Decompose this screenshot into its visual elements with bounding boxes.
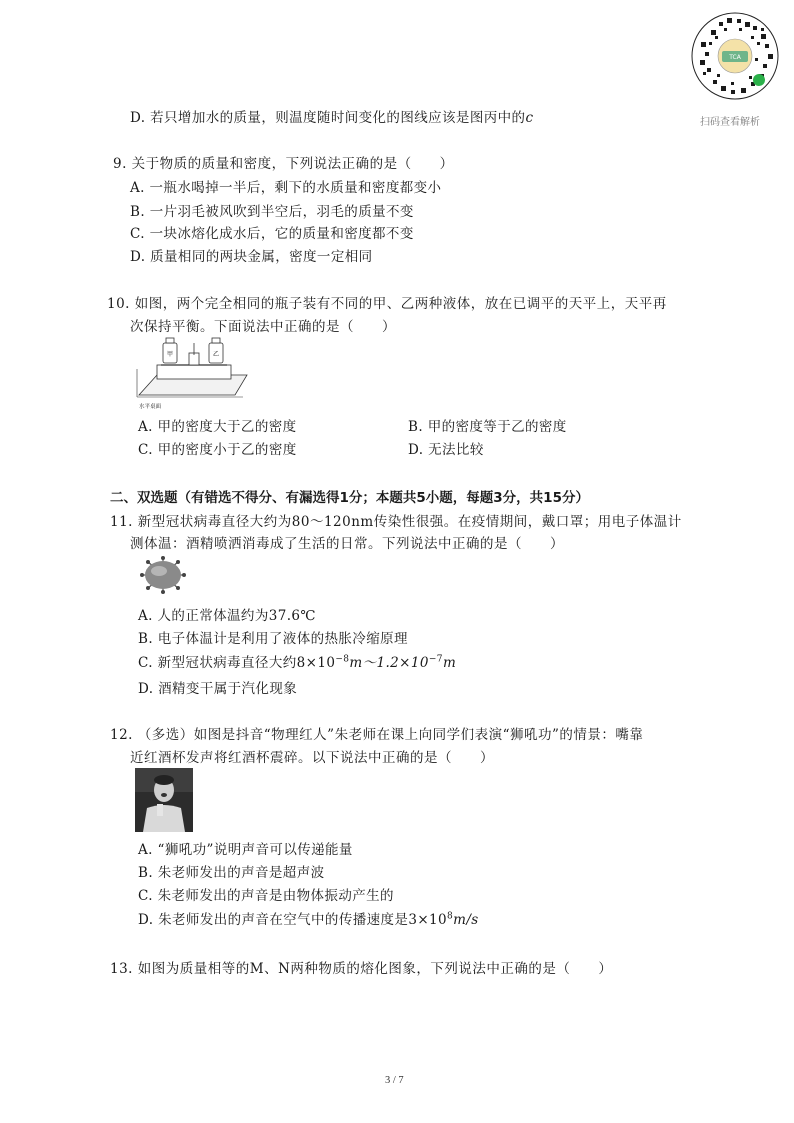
- q8-option-d: [130, 106, 533, 126]
- q8-option-d-var: c: [525, 110, 534, 126]
- q10-stem-line1: 10. 如图，两个完全相同的瓶子装有不同的甲、乙两种液体，放在已调平的天平上，天平再: [107, 296, 667, 312]
- q9-option-b: B. 一片羽毛被风吹到半空后，羽毛的质量不变: [130, 204, 414, 220]
- qr-thumb-label: TCA: [729, 54, 741, 61]
- q10-option-d: D. 无法比较: [408, 442, 484, 458]
- q10-option-b: B. 甲的密度等于乙的密度: [408, 419, 567, 435]
- q10-stem-line2: 次保持平衡。下面说法中正确的是（ ）: [130, 319, 396, 335]
- q12-option-d-prefix: D. 朱老师发出的声音在空气中的传播速度是3×10: [138, 912, 448, 928]
- q12-option-b: B. 朱老师发出的声音是超声波: [138, 865, 325, 881]
- q12-stem-line1: 12. （多选）如图是抖音“物理红人”朱老师在课上向同学们表演“狮吼功”的情景：嘴靠: [110, 727, 644, 743]
- page-number: 3 / 7: [385, 1075, 404, 1086]
- q11-virus-image: [133, 555, 193, 595]
- qr-code[interactable]: [691, 12, 779, 100]
- q8-option-d-text: D. 若只增加水的质量，则温度随时间变化的图线应该是图丙中的: [130, 110, 526, 126]
- q9-stem: 9. 关于物质的质量和密度，下列说法正确的是（ ）: [113, 156, 454, 172]
- teacher-photo-graphic: [135, 768, 193, 832]
- jar-label-left: 甲: [166, 351, 174, 358]
- q10-balance-figure: [135, 335, 250, 411]
- q10-option-a: A. 甲的密度大于乙的密度: [138, 419, 297, 435]
- qr-caption: 扫码查看解析: [700, 117, 760, 128]
- balance-illustration: [135, 335, 250, 411]
- q11-option-c-exp2: −7: [428, 654, 443, 665]
- table-label: 水平桌面: [139, 404, 162, 410]
- q11-option-a: A. 人的正常体温约为37.6℃: [138, 608, 316, 624]
- q11-option-c-mid: m～1.2×10: [349, 655, 429, 671]
- q11-option-b: B. 电子体温计是利用了液体的热胀冷缩原理: [138, 631, 408, 647]
- q11-option-c-prefix: C. 新型冠状病毒直径大约8×10: [138, 655, 336, 671]
- q12-option-d-exp: 8: [447, 911, 454, 922]
- section-2-title: 二、双选题（有错选不得分、有漏选得1分；本题共5小题，每题3分，共15分）: [110, 490, 589, 506]
- q11-option-c-exp1: −8: [335, 654, 350, 665]
- q12-option-c: C. 朱老师发出的声音是由物体振动产生的: [138, 888, 394, 904]
- q10-option-c: C. 甲的密度小于乙的密度: [138, 442, 297, 458]
- virus-illustration: [133, 555, 193, 595]
- q12-option-a: A. “狮吼功”说明声音可以传递能量: [138, 842, 353, 858]
- q11-option-c-suffix: m: [442, 655, 457, 671]
- q12-option-d-suffix: m/s: [453, 912, 479, 928]
- q9-option-d: D. 质量相同的两块金属，密度一定相同: [130, 249, 373, 265]
- q12-teacher-photo: [135, 768, 193, 832]
- q11-option-c: [138, 651, 456, 671]
- q11-option-d: D. 酒精变干属于汽化现象: [138, 681, 298, 697]
- jar-label-right: 乙: [212, 351, 220, 358]
- q9-option-c: C. 一块冰熔化成水后，它的质量和密度都不变: [130, 226, 414, 242]
- q12-stem-line2: 近红酒杯发声将红酒杯震碎。以下说法中正确的是（ ）: [130, 750, 494, 766]
- q9-option-a: A. 一瓶水喝掉一半后，剩下的水质量和密度都变小: [130, 180, 442, 196]
- q11-stem-line1: 11. 新型冠状病毒直径大约为80～120nm传染性很强。在疫情期间，戴口罩；用电子体温计: [110, 514, 682, 530]
- q11-stem-line2: 测体温：酒精喷洒消毒成了生活的日常。下列说法中正确的是（ ）: [130, 536, 564, 552]
- q12-option-d: [138, 908, 479, 928]
- q13-stem: 13. 如图为质量相等的M、N两种物质的熔化图象，下列说法中正确的是（ ）: [110, 961, 613, 977]
- qr-code-graphic: [691, 12, 779, 100]
